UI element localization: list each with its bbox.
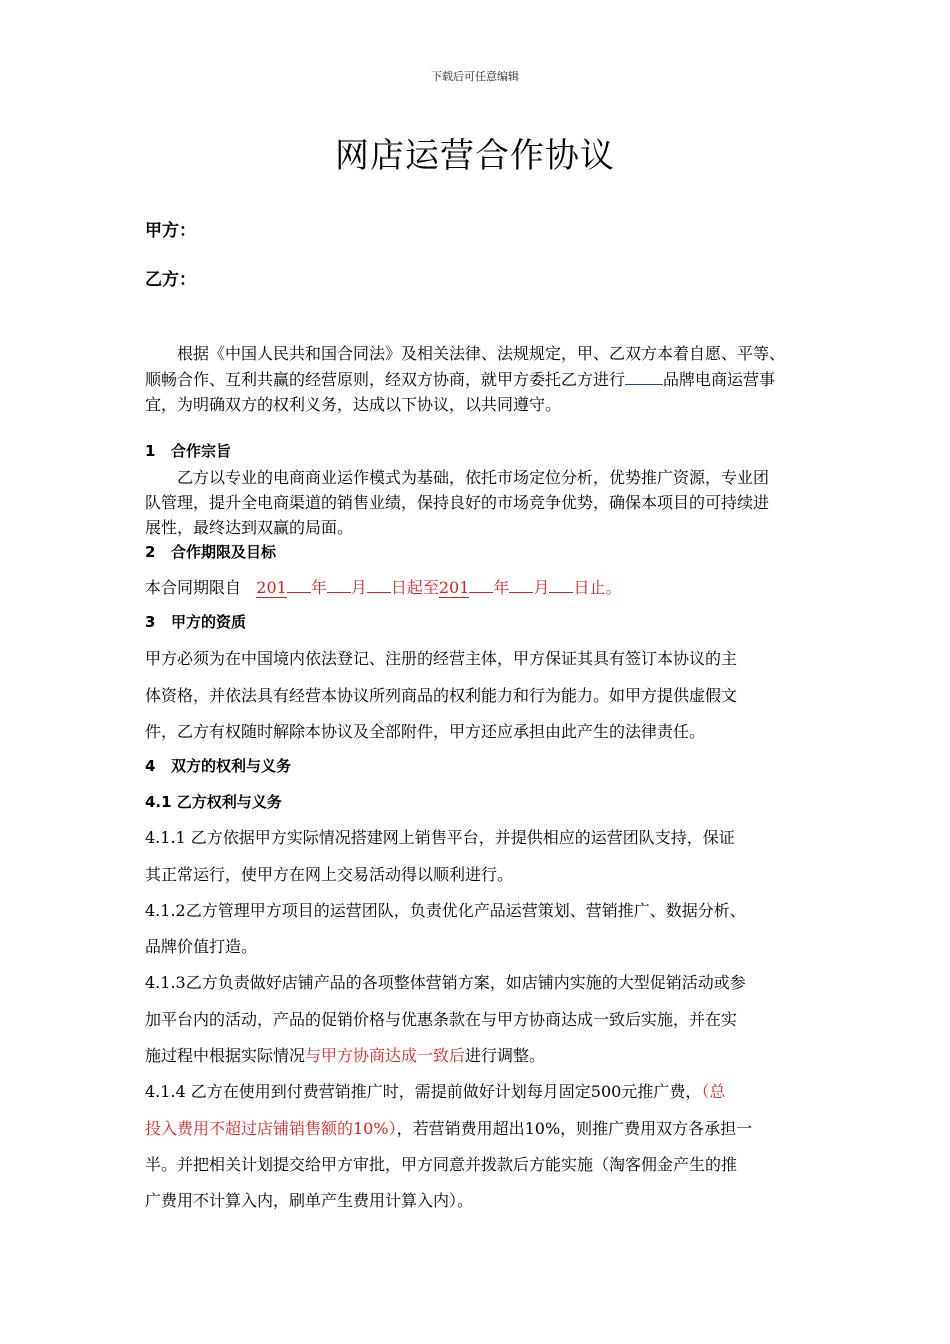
section-4-heading	[145, 755, 810, 776]
s3-line-1: 甲方必须为在中国境内依法登记、注册的经营主体，甲方保证其具有签订本协议的主	[145, 649, 738, 668]
s3-line-2: 体资格，并依法具有经营本协议所列商品的权利能力和行为能力。如甲方提供虚假文	[145, 686, 738, 705]
c414-text-red-1: （总	[701, 1082, 726, 1101]
year-char: 年	[310, 578, 327, 597]
blank	[509, 578, 533, 593]
blank	[549, 578, 573, 593]
s1-line-2: 队管理，提升全电商渠道的销售业绩，保持良好的市场竞争优势，确保本项目的可持续进	[145, 493, 770, 512]
c414-line-4: 广费用不计算入内，刷单产生费用计算入内）。	[145, 1191, 474, 1210]
term-dates	[256, 578, 621, 597]
party-b-label: 乙方：	[145, 270, 196, 290]
month-char: 月	[533, 578, 550, 597]
c413-text-red: 与甲方协商达成一致后	[305, 1046, 466, 1065]
c414-line-1	[145, 1079, 810, 1102]
s1-line-3: 展性，最终达到双赢的局面。	[145, 518, 354, 537]
section-2-number: 2	[145, 543, 156, 561]
section-2-title: 合作期限及目标	[171, 543, 277, 561]
header-note: 下载后可任意编辑	[431, 70, 519, 83]
c411-line-1: 4.1.1 乙方依据甲方实际情况搭建网上销售平台，并提供相应的运营团队支持，保证	[145, 828, 735, 847]
blank	[469, 578, 493, 593]
c414-text-red-2: 投入费用不超过店铺销售额的10%）	[145, 1119, 397, 1138]
s1-line-1: 乙方以专业的电商商业运作模式为基础，依托市场定位分析，优势推广资源，专业团	[177, 468, 770, 487]
blank	[327, 578, 351, 593]
c413-line-3	[145, 1043, 810, 1066]
blank	[367, 578, 391, 593]
term-prefix: 本合同期限自	[145, 578, 242, 597]
c412-line-1: 4.1.2乙方管理甲方项目的运营团队，负责优化产品运营策划、营销推广、数据分析、	[145, 901, 746, 920]
intro-line-1: 根据《中国人民共和国合同法》及相关法律、法规规定，甲、乙双方本着自愿、平等、	[177, 344, 786, 363]
c413-line-1: 4.1.3乙方负责做好店铺产品的各项整体营销方案，如店铺内实施的大型促销活动或参	[145, 973, 746, 992]
c413-text-b: 进行调整。	[465, 1046, 546, 1065]
start-year: 201	[256, 578, 287, 597]
intro-line-3: 宜，为明确双方的权利义务，达成以下协议，以共同遵守。	[145, 395, 562, 414]
c411-line-2: 其正常运行，使甲方在网上交易活动得以顺利进行。	[145, 865, 514, 884]
party-a-label: 甲方：	[145, 221, 196, 241]
c414-text-a: 4.1.4 乙方在使用到付费营销推广时，需提前做好计划每月固定500元推广费，	[145, 1082, 702, 1101]
page-title: 网店运营合作协议	[335, 136, 615, 176]
section-3-heading	[145, 611, 810, 632]
end-year: 201	[438, 578, 470, 597]
intro-line-2b: 品牌电商运营事	[663, 370, 776, 389]
start-to: 日起至	[390, 578, 439, 597]
c414-text-b: ，若营销费用超出10%，则推广费用双方各承担一	[396, 1119, 753, 1138]
section-1-heading	[145, 440, 810, 461]
blank	[287, 578, 311, 593]
year-char: 年	[493, 578, 510, 597]
c412-line-2: 品牌价值打造。	[145, 937, 258, 956]
intro-line-2a: 顺畅合作、互利共赢的经营原则，经双方协商，就甲方委托乙方进行	[145, 370, 626, 389]
c414-line-3: 半。并把相关计划提交给甲方审批，甲方同意并拨款后方能实施（淘客佣金产生的推	[145, 1155, 738, 1174]
s3-line-3: 件，乙方有权随时解除本协议及全部附件，甲方还应承担由此产生的法律责任。	[145, 722, 706, 741]
section-1-number: 1	[145, 442, 156, 460]
brand-blank	[625, 370, 663, 385]
c413-text-a: 施过程中根据实际情况	[145, 1046, 306, 1065]
section-3-number: 3	[145, 613, 156, 631]
intro-line-2	[145, 367, 810, 390]
c413-line-2: 加平台内的活动，产品的促销价格与优惠条款在与甲方协商达成一致后实施，并在实	[145, 1010, 738, 1029]
term-line	[145, 575, 810, 598]
section-1-title: 合作宗旨	[171, 442, 232, 460]
section-2-heading	[145, 541, 810, 562]
end-day: 日止。	[573, 578, 622, 597]
section-3-title: 甲方的资质	[171, 613, 247, 631]
month-char: 月	[350, 578, 367, 597]
section-4-1-heading: 4.1 乙方权利与义务	[145, 793, 282, 811]
c414-line-2	[145, 1116, 810, 1139]
section-4-number: 4	[145, 757, 156, 775]
section-4-title: 双方的权利与义务	[171, 757, 292, 775]
